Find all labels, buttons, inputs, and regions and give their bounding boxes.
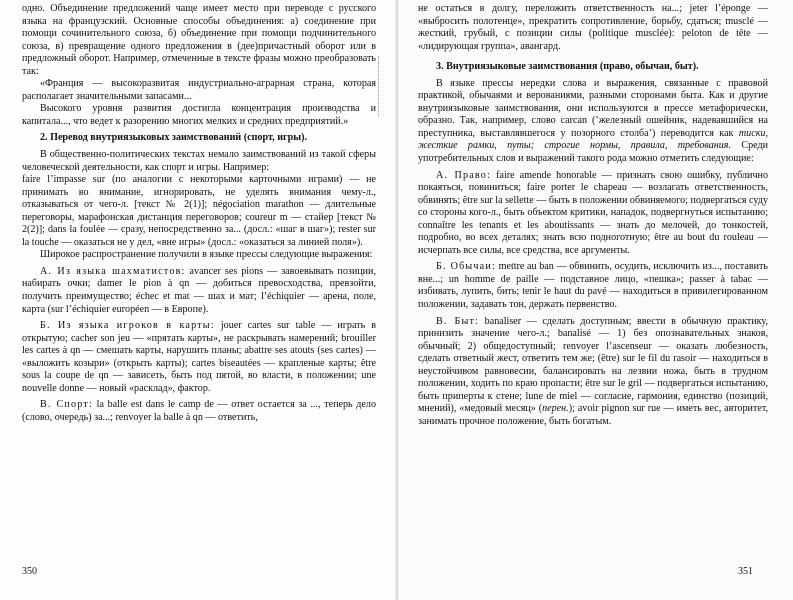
section-2-examples: faire l’impasse sur (по аналогии с некоторыми карточными играми) — не принимать во внимание, игнорировать, не уделять внимания чему-л., отказываться от чего-л. [текст № 2(1)]; négociation marathon — длительные переговоры, марафонская дистанция переговоров; coureur m — стайер [текст № 2(2)]; dans la foulée — сразу, непосредственно за... (досл.: «шаг в шаг»); rester sur la touche — оказаться не у дел, «вне игры» (досл.: «оказаться за линией поля»).: [22, 174, 376, 248]
cards-text: jouer cartes sur table — играть в открытую; cacher son jeu — «прятать карты», не раскрывать намерений; brouiller les cartes à qn — смешать карты, нарушить планы; abattre ses atouts (ses cartes) — «выложить козыри» (открыть карты); cartes biseautées — крапленые карты; être sous la coupe de qn — зависеть, быть под пятой, во власти, в положении; une nouvelle donne — новый «расклад», фактор.: [22, 320, 376, 394]
section-heading-3: 3. Внутриязыковые заимствования (право, обычаи, быт).: [436, 61, 699, 73]
gutter-marks: [378, 56, 382, 116]
chess-text: avancer ses pions — завоевывать позиции, набирать очки; damer le pion à qn — добиться превосходства, превзойти, получить преимущество; échec et mat — шах и мат; l’échiquier — арена, поле, карта (sur l’échiquier européen — в Европе).: [22, 265, 376, 315]
law-label: А. Право:: [436, 169, 492, 181]
sport-label: В. Спорт:: [40, 399, 94, 411]
customs-item: [418, 261, 768, 311]
quote-paragraph-1: «Франция — высокоразвитая индустриально-аграрная страна, которая располагает значительными запасами...: [22, 78, 376, 102]
section-3-paragraph: В языке прессы нередки слова и выражения, связанные с правовой практикой, обычаями и верованиями, разными сторонами быта. Как и другие внутриязыковые заимствования, они используются в прессе метафорически, образно. Так, например, слово carcan (’железный ошейник, надевавшийся на преступника, выставлявшегося у позорного столба’) переводится как тиски, жесткие рамки, путы; строгие нормы, правила, требования. Среди употребительных слов и выражений такого рода можно отметить следующие:: [418, 77, 769, 164]
life-label: В. Быт:: [436, 315, 480, 327]
section-2-paragraph: В общественно-политических текстах немало заимствований из такой сферы человеческой деятельности, как спорт и игры. Например:: [22, 148, 376, 173]
italic-translation: тиски, жесткие рамки, путы; строгие нормы, правила, требования.: [418, 127, 768, 152]
cards-item: [22, 320, 376, 395]
left-column: [22, 3, 376, 424]
page-number-right: 351: [738, 566, 753, 577]
cards-label: Б. Из языка игроков в карты:: [40, 320, 215, 332]
sport-item: [22, 399, 376, 424]
customs-text: mettre au ban — обвинить, осудить, исключить из..., поставить вне...; un homme de paille — подставное лицо, «пешка»; passer à tabac — избивать, лупить, бить; tenir le haut du pavé — находиться в привилегированном положении, задавать тон, держать первенство.: [418, 261, 769, 310]
continuation-paragraph: не остаться в долгу, переложить ответственность на...; jeter l’éponge — «выбросить полотенце», прекратить сопротивление, борьбу, сдаться; musclé — жесткий, грубый, с позиции силы (politique musclée): peloton de tête — «лидирующая группа», авангард.: [418, 3, 768, 52]
page-number-left: 350: [22, 566, 37, 577]
right-page: [398, 0, 793, 600]
sport-text: la balle est dans le camp de — ответ остается за ..., теперь дело (слово, очередь) за...; renvoyer la balle à qn — ответить,: [22, 399, 376, 423]
life-item: [418, 316, 768, 429]
right-column: [418, 3, 768, 428]
law-item: [418, 170, 768, 258]
customs-label: Б. Обычаи:: [436, 261, 496, 273]
section-heading-2: 2. Перевод внутриязыковых заимствований (спорт, игры).: [40, 132, 307, 144]
life-italic: перен.: [542, 403, 569, 415]
section-2-lead: Широкое распространение получили в языке прессы следующие выражения:: [40, 249, 373, 261]
chess-label: А. Из языка шахматистов:: [40, 265, 186, 277]
life-end: ); avoir pignon sur rue — иметь вес, авторитет, занимать прочное положение, быть богатым.: [418, 403, 768, 427]
life-text: banaliser — сделать доступным; ввести в обычную практику, принизить значение чего-л.; banalisé — 1) без опознавательных знаков, обычный; 2) общедоступный; renvoyer l’ascenseur — оказать любезность, сделать ответный жест, ответить тем же; (être) sur le fil du rasoir — находиться в неустойчивом равновесии, балансировать на лезвии ножа, быть в трудном положении, ходить по краю пропасти; être sur le gril — подвергаться испытанию, быть приперты к стене; lune de miel — согласие, гармония, единство (позиций, мнений), «медовый месяц» (: [418, 315, 768, 415]
quote-paragraph-2: Высокого уровня развития достигла концентрация производства и капитала..., что ведет к разорению многих мелких и средних предприятий.»: [22, 103, 376, 127]
law-text: faire amende honorable — признать свою ошибку, публично покаяться, повиниться; faire porter le chapeau — возлагать ответственность, обвинять; être sur la sellette — быть в положении обвиняемого; подвергаться суду со стороны кого-л., быть объектом критики, нападок, подвергнуться испытанию; connaître les tenants et les aboutissants — знать до мелочей, до тонкостей, подробно, во всех деталях; знать всю подноготную; être au bout du rouleau — исчерпать все силы, все средства, все аргументы.: [418, 169, 768, 256]
intro-paragraph: одно. Объединение предложений чаще имеет место при переводе с русского языка на французский. Основные способы объединения: а) соединение при помощи сочинительного союза, б) объединение при помощи подчинительного союза, в) превращение одного предложения в (дее)причастный оборот или в предложный оборот. Например, отмеченные в тексте фразы можно преобразовать так:: [22, 3, 376, 77]
chess-item: [22, 266, 376, 316]
